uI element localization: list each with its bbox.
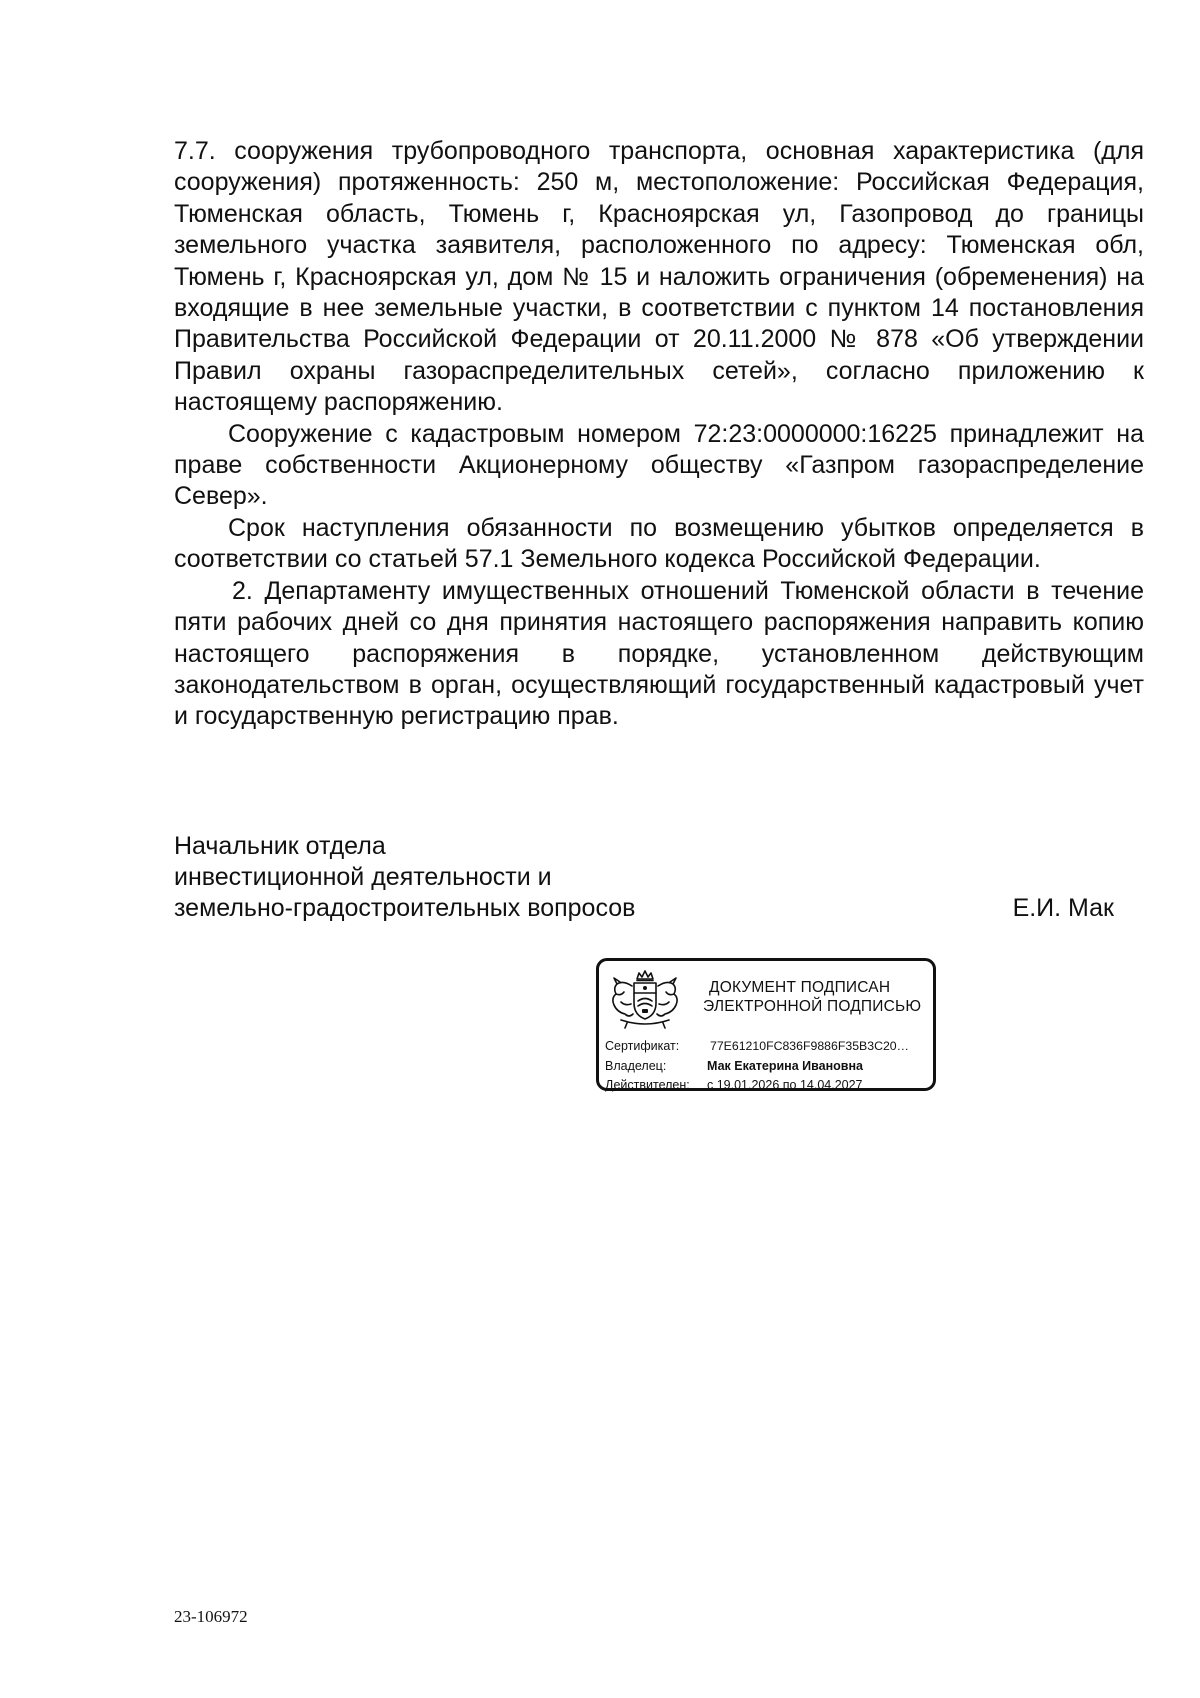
signatory-name: Е.И. Мак bbox=[1012, 894, 1114, 922]
electronic-signature-stamp bbox=[596, 958, 936, 1091]
paragraph-ownership: Сооружение с кадастровым номером 72:23:0000000:16225 принадлежит на праве собственности Акционерному обществу «Газпром газораспределение Север». bbox=[174, 419, 1144, 511]
paragraph-item-7-7: 7.7. сооружения трубопроводного транспорта, основная характеристика (для сооружения) протяженность: 250 м, местоположение: Российская Федерация, Тюменская область, Тюмень г, Красноярская ул, Газопровод до границы земельного участка заявителя, расположенного по адресу: Тюменская обл, Тюмень г, Красноярская ул, дом № 15 и наложить ограничения (обременения) на входящие в нее земельные участки, в соответствии с пунктом 14 постановления Правительства Российской Федерации от 20.11.2000 № 878 «Об утверждении Правил охраны газораспределительных сетей», согласно приложению к настоящему распоряжению. bbox=[174, 137, 1144, 417]
paragraph-item-2: 2. Департаменту имущественных отношений Тюменской области в течение пяти рабочих дней со дня принятия настоящего распоряжения направить копию настоящего распоряжения в порядке, установленном действующим законодательством в орган, осуществляющий государственный кадастровый учет и государственную регистрацию прав. bbox=[174, 576, 1144, 731]
signature-block bbox=[174, 831, 1134, 924]
signatory-position-line-1: Начальник отдела bbox=[174, 832, 386, 860]
valid-label: Действителен: bbox=[605, 1078, 690, 1092]
valid-value: с 19.01.2026 по 14.04.2027 bbox=[707, 1078, 863, 1092]
stamp-title-line-2: ЭЛЕКТРОННОЙ ПОДПИСЬЮ bbox=[703, 998, 922, 1015]
coat-of-arms-icon bbox=[607, 968, 683, 1030]
document-number: 23-106972 bbox=[174, 1607, 248, 1626]
document-body bbox=[174, 136, 1144, 733]
owner-label: Владелец: bbox=[605, 1058, 667, 1073]
stamp-title-line-1: ДОКУМЕНТ ПОДПИСАН bbox=[709, 979, 891, 996]
signatory-position-line-2: инвестиционной деятельности и bbox=[174, 863, 552, 891]
certificate-value: 77E61210FC836F9886F35B3C20… bbox=[710, 1039, 909, 1053]
certificate-label: Сертификат: bbox=[605, 1039, 680, 1053]
stamp-title bbox=[703, 978, 922, 1016]
paragraph-compensation-term: Срок наступления обязанности по возмещению убытков определяется в соответствии со статьей 57.1 Земельного кодекса Российской Федерации. bbox=[174, 513, 1144, 574]
signatory-position-line-3: земельно-градостроительных вопросов bbox=[174, 894, 636, 922]
owner-value: Мак Екатерина Ивановна bbox=[707, 1058, 863, 1073]
